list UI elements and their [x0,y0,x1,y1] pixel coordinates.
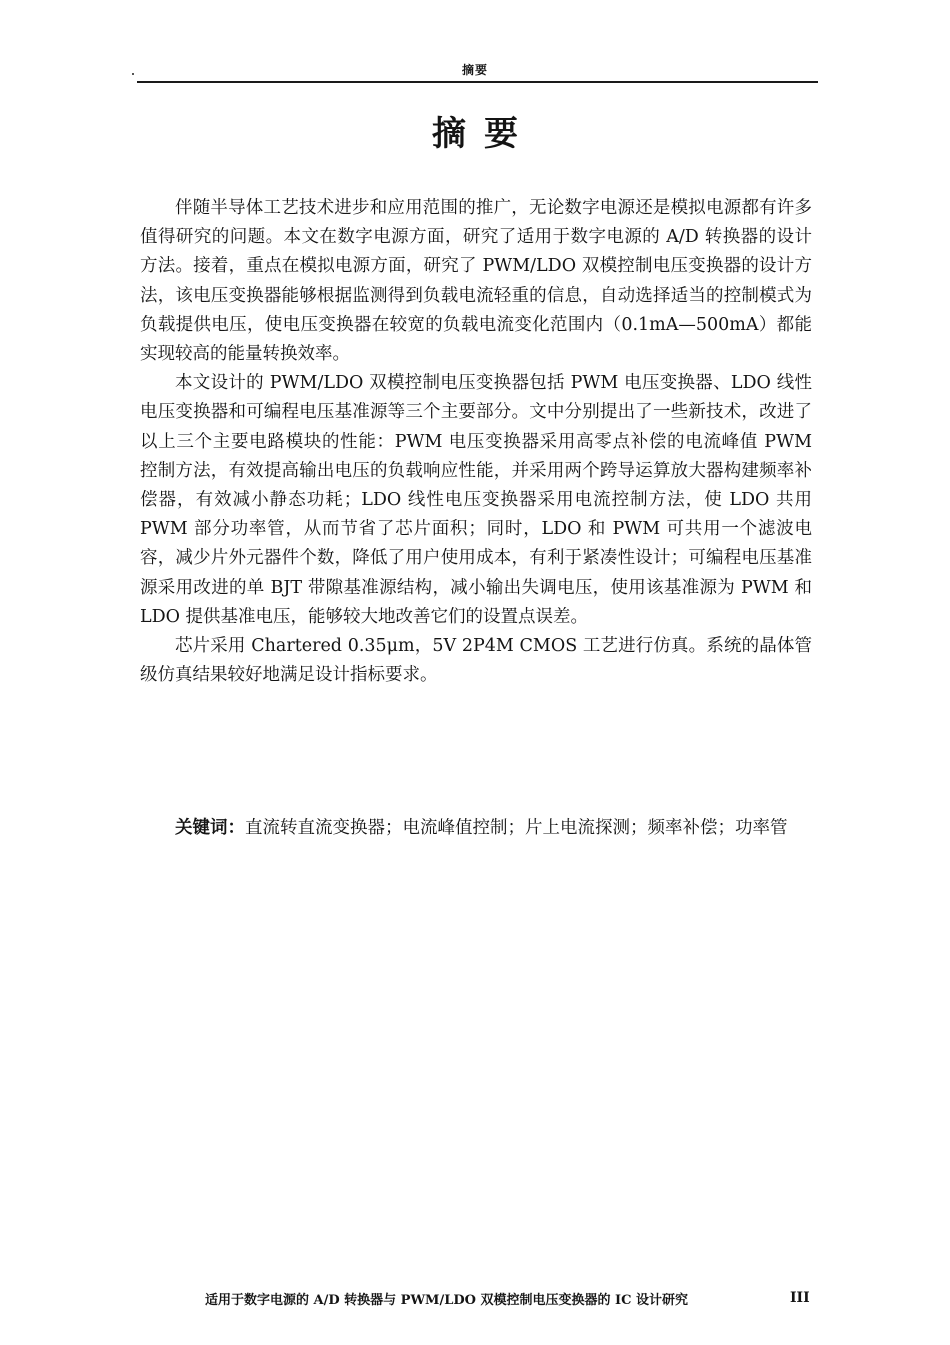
paragraph: 芯片采用 Chartered 0.35μm，5V 2P4M CMOS 工艺进行仿真。系统的晶体管级仿真结果较好地满足设计指标要求。 [140,636,812,686]
running-header: 摘要 [461,63,488,77]
paragraph: 本文设计的 PWM/LDO 双模控制电压变换器包括 PWM 电压变换器、LDO 线性电压变换器和可编程电压基准源等三个主要部分。文中分别提出了一些新技术，改进了以上三个主要电路模块的性能：PWM 电压变换器采用高零点补偿的电流峰值 PWM 控制方法，有效提高输出电压的负载响应性能，并采用两个跨导运算放大器构建频率补偿器，有效减小静态功耗；LDO 线性电压变换器采用电流控制方法，使 LDO 共用 PWM 部分功率管，从而节省了芯片面积；同时，LDO 和 PWM 可共用一个滤波电容，减少片外元器件个数，降低了用户使用成本，有利于紧凑性设计；可编程电压基准源采用改进的单 BJT 带隙基准源结构，减小输出失调电压，使用该基准源为 PWM 和 LDO 提供基准电压，能够较大地改善它们的设置点误差。 [140,373,812,627]
keywords [140,814,812,843]
header-dot [132,73,134,75]
footer-thesis-title: 适用于数字电源的 A/D 转换器与 PWM/LDO 双模控制电压变换器的 IC 设计研究 [205,1293,688,1308]
keywords-label: 关键词： [175,818,245,838]
paragraph: 伴随半导体工艺技术进步和应用范围的推广，无论数字电源还是模拟电源都有许多值得研究的问题。本文在数字电源方面，研究了适用于数字电源的 A/D 转换器的设计方法。接着，重点在模拟电源方面，研究了 PWM/LDO 双模控制电压变换器的设计方法，该电压变换器能够根据监测得到负载电流轻重的信息，自动选择适当的控制模式为负载提供电压，使电压变换器在较宽的负载电流变化范围内（0.1mA—500mA）都能实现较高的能量转换效率。 [140,198,812,365]
abstract-body [140,194,812,690]
keywords-text: 直流转直流变换器；电流峰值控制；片上电流探测；频率补偿；功率管 [245,818,788,838]
page-number: III [790,1290,810,1306]
page-title: 摘要 [432,114,536,154]
header-rule [137,81,818,83]
